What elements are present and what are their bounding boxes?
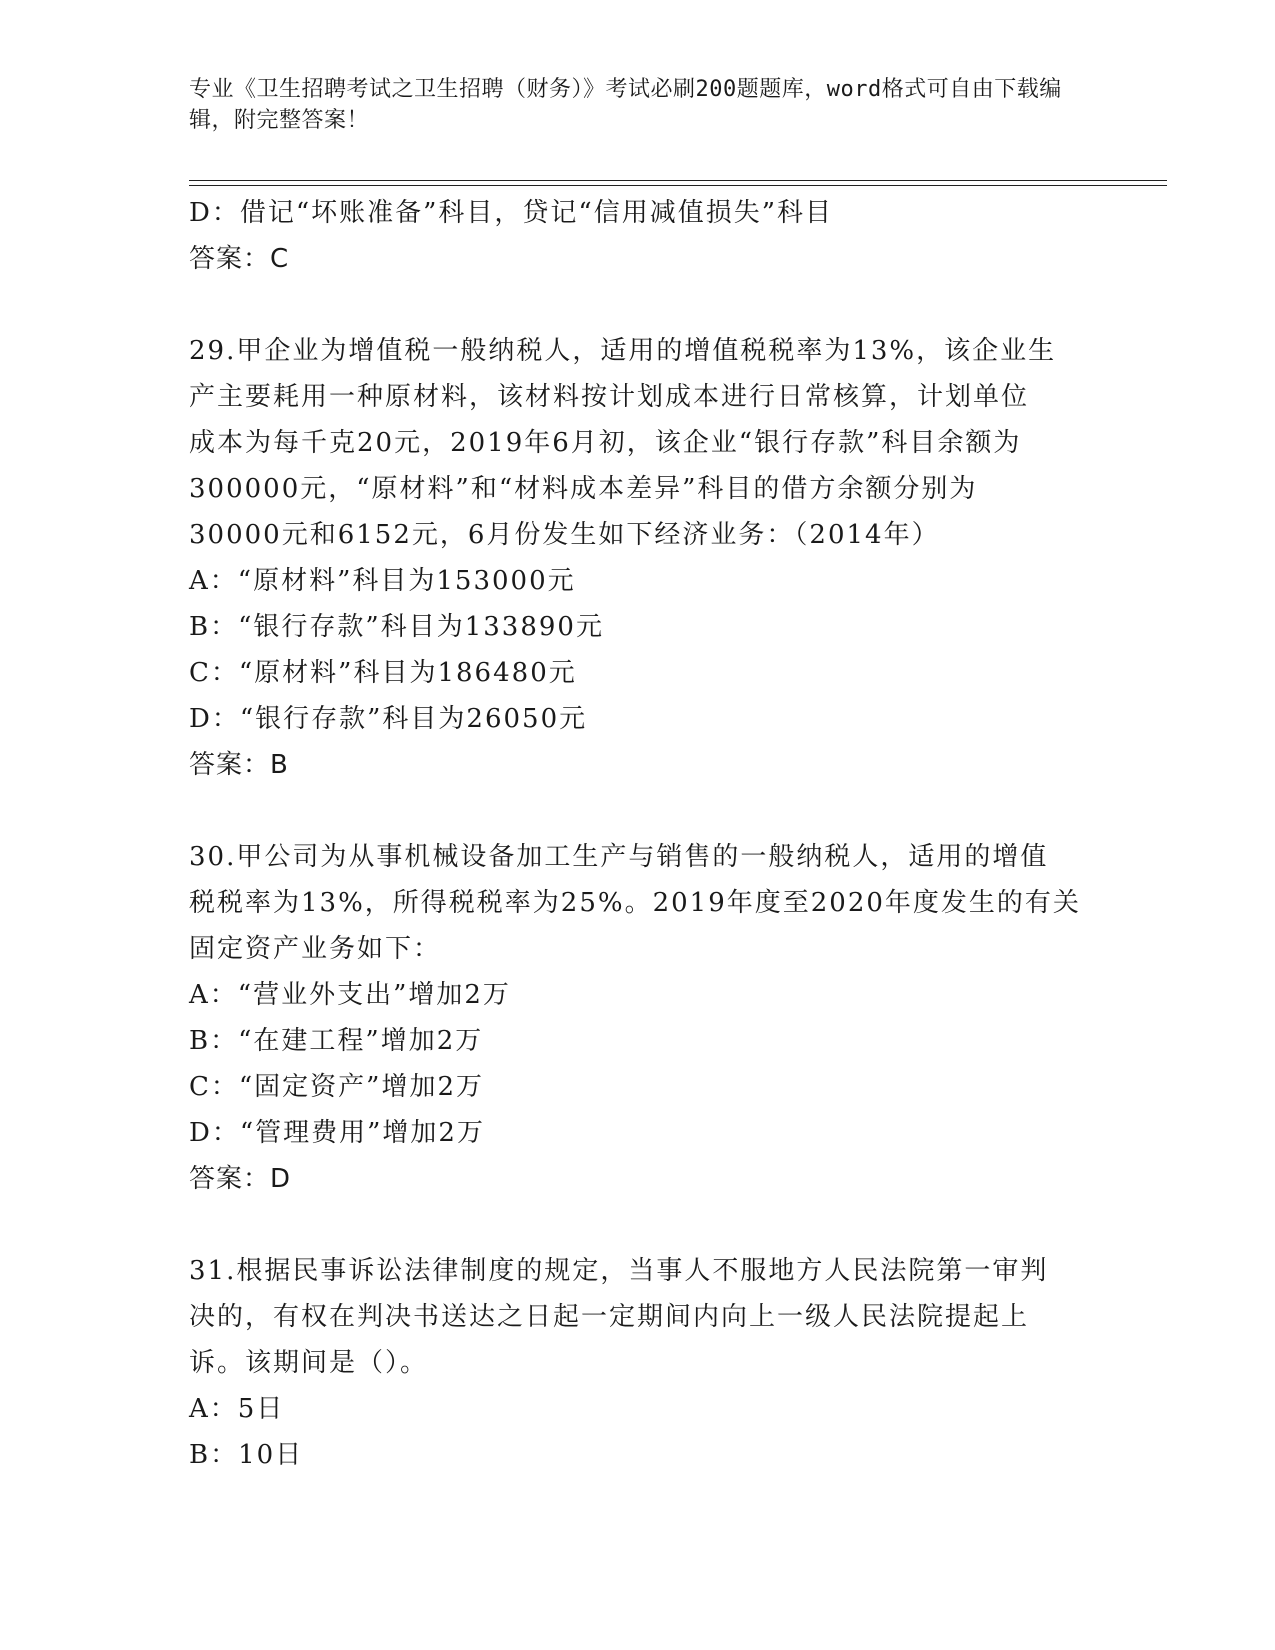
prev-answer: 答案：C (189, 244, 290, 274)
q30-stem-line: 固定资产业务如下： (189, 934, 442, 964)
q29-answer: 答案：B (189, 750, 289, 780)
q29-stem-line: 29.甲企业为增值税一般纳税人，适用的增值税税率为13%，该企业生 (189, 336, 1057, 366)
spacer (189, 282, 1089, 328)
question-30 (189, 834, 1089, 1202)
header-title: 专业《卫生招聘考试之卫生招聘（财务）》考试必刷200题题库，word格式可自由下载编辑，附完整答案！ (189, 77, 1062, 133)
q30-option-b: B：“在建工程”增加2万 (189, 1026, 484, 1056)
header-rule-bottom (189, 185, 1167, 186)
q29-stem-line: 300000元，“原材料”和“材料成本差异”科目的借方余额分别为 (189, 474, 978, 504)
document-header (189, 74, 1079, 136)
q29-stem-line: 产主要耗用一种原材料，该材料按计划成本进行日常核算，计划单位 (189, 382, 1030, 412)
question-29 (189, 328, 1089, 788)
q30-option-d: D：“管理费用”增加2万 (189, 1118, 485, 1148)
question-31 (189, 1248, 1089, 1478)
q29-stem-line: 30000元和6152元，6月份发生如下经济业务：（2014年） (189, 520, 940, 550)
q30-option-a: A：“营业外支出”增加2万 (189, 980, 511, 1010)
q29-option-c: C：“原材料”科目为186480元 (189, 658, 577, 688)
prev-option-d: D：借记“坏账准备”科目，贷记“信用减值损失”科目 (189, 198, 834, 228)
q31-option-a: A：5日 (189, 1394, 285, 1424)
q30-option-c: C：“固定资产”增加2万 (189, 1072, 485, 1102)
q31-option-b: B：10日 (189, 1440, 304, 1470)
q29-option-d: D：“银行存款”科目为26050元 (189, 704, 588, 734)
header-rule-top (189, 180, 1167, 181)
spacer (189, 788, 1089, 834)
q29-stem-line: 成本为每千克20元，2019年6月初，该企业“银行存款”科目余额为 (189, 428, 1022, 458)
q31-stem-line: 诉。该期间是（）。 (189, 1348, 429, 1378)
q30-stem-line: 税税率为13%，所得税税率为25%。2019年度至2020年度发生的有关 (189, 888, 1081, 918)
q30-answer: 答案：D (189, 1164, 292, 1194)
q31-stem-line: 决的，有权在判决书送达之日起一定期间内向上一级人民法院提起上 (189, 1302, 1030, 1332)
q29-option-a: A：“原材料”科目为153000元 (189, 566, 576, 596)
spacer (189, 1202, 1089, 1248)
q31-stem-line: 31.根据民事诉讼法律制度的规定，当事人不服地方人民法院第一审判 (189, 1256, 1049, 1286)
q29-option-b: B：“银行存款”科目为133890元 (189, 612, 604, 642)
q30-stem-line: 30.甲公司为从事机械设备加工生产与销售的一般纳税人，适用的增值 (189, 842, 1049, 872)
question-content (189, 190, 1089, 1478)
